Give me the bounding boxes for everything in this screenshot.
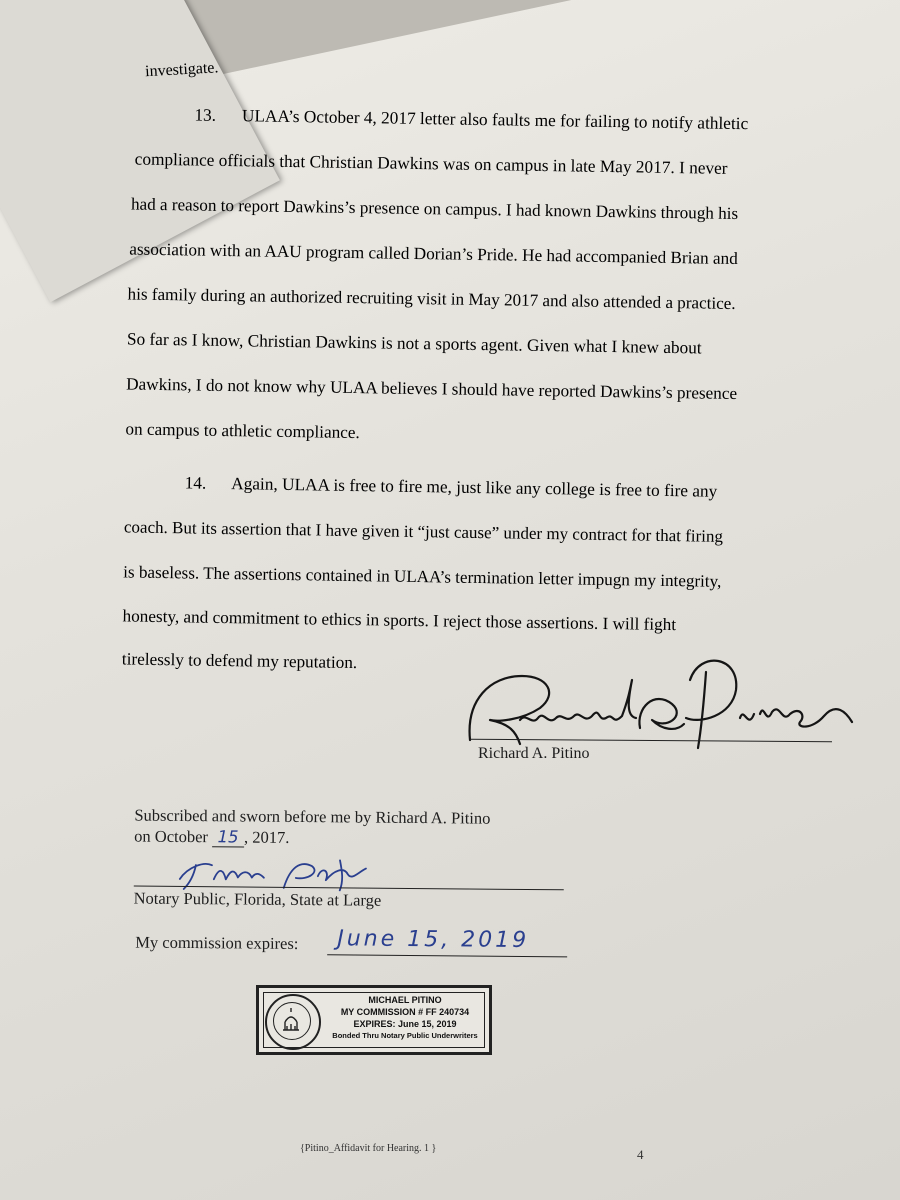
- paragraph-line: 13. ULAA’s October 4, 2017 letter also faults me for failing to notify athletic: [194, 105, 749, 134]
- jurat-date-prefix: on October: [134, 826, 213, 847]
- jurat-day-handwritten: 15: [212, 827, 244, 847]
- paragraph-line: had a reason to report Dawkins’s presence on campus. I had known Dawkins through his: [130, 194, 739, 224]
- stamp-commission: MY COMMISSION # FF 240734: [340, 1007, 470, 1017]
- paragraph-line: Dawkins, I do not know why ULAA believes I should have reported Dawkins’s presence: [126, 374, 738, 404]
- paragraph-line: honesty, and commitment to ethics in sports. I reject those assertions. I will fight: [122, 606, 677, 635]
- continuation-text: investigate.: [144, 59, 219, 81]
- paragraph-line: So far as I know, Christian Dawkins is not a sports agent. Given what I knew about: [126, 329, 702, 358]
- paragraph-line: on campus to athletic compliance.: [125, 419, 360, 443]
- paragraph-line: his family during an authorized recruiting visit in May 2017 and also attended a practice.: [127, 284, 736, 314]
- footer-filename: {Pitino_Affidavit for Hearing. 1 }: [300, 1143, 437, 1154]
- stamp-text: [325, 994, 485, 1042]
- paragraph-line: is baseless. The assertions contained in ULAA’s termination letter impugn my integrity,: [123, 562, 722, 591]
- paragraph-line: compliance officials that Christian Dawkins was on campus in late May 2017. I never: [134, 149, 728, 178]
- stamp-notary-name: MICHAEL PITINO: [368, 995, 442, 1005]
- commission-expires-handwritten: June 15, 2019: [337, 926, 530, 954]
- paragraph-line: coach. But its assertion that I have given it “just cause” under my contract for that firing: [123, 517, 724, 546]
- commission-expires-label: My commission expires:: [135, 932, 299, 953]
- paragraph-line: association with an AAU program called Dorian’s Pride. He had accompanied Brian and: [129, 239, 738, 269]
- paragraph-line: 14. Again, ULAA is free to fire me, just like any college is free to fire any: [184, 473, 718, 501]
- notary-seal-icon: [265, 994, 321, 1050]
- printed-signer-name: Richard A. Pitino: [478, 745, 590, 762]
- notary-title: Notary Public, Florida, State at Large: [133, 888, 382, 910]
- jurat-sworn-line: Subscribed and sworn before me by Richard A. Pitino: [134, 805, 491, 828]
- jurat-date-suffix: , 2017.: [244, 827, 290, 847]
- stamp-bonded: Bonded Thru Notary Public Underwriters: [332, 1031, 478, 1040]
- page-number: 4: [637, 1147, 644, 1162]
- paragraph-line: tirelessly to defend my reputation.: [121, 649, 358, 673]
- notary-stamp: [256, 985, 492, 1055]
- stamp-expires: EXPIRES: June 15, 2019: [353, 1019, 457, 1029]
